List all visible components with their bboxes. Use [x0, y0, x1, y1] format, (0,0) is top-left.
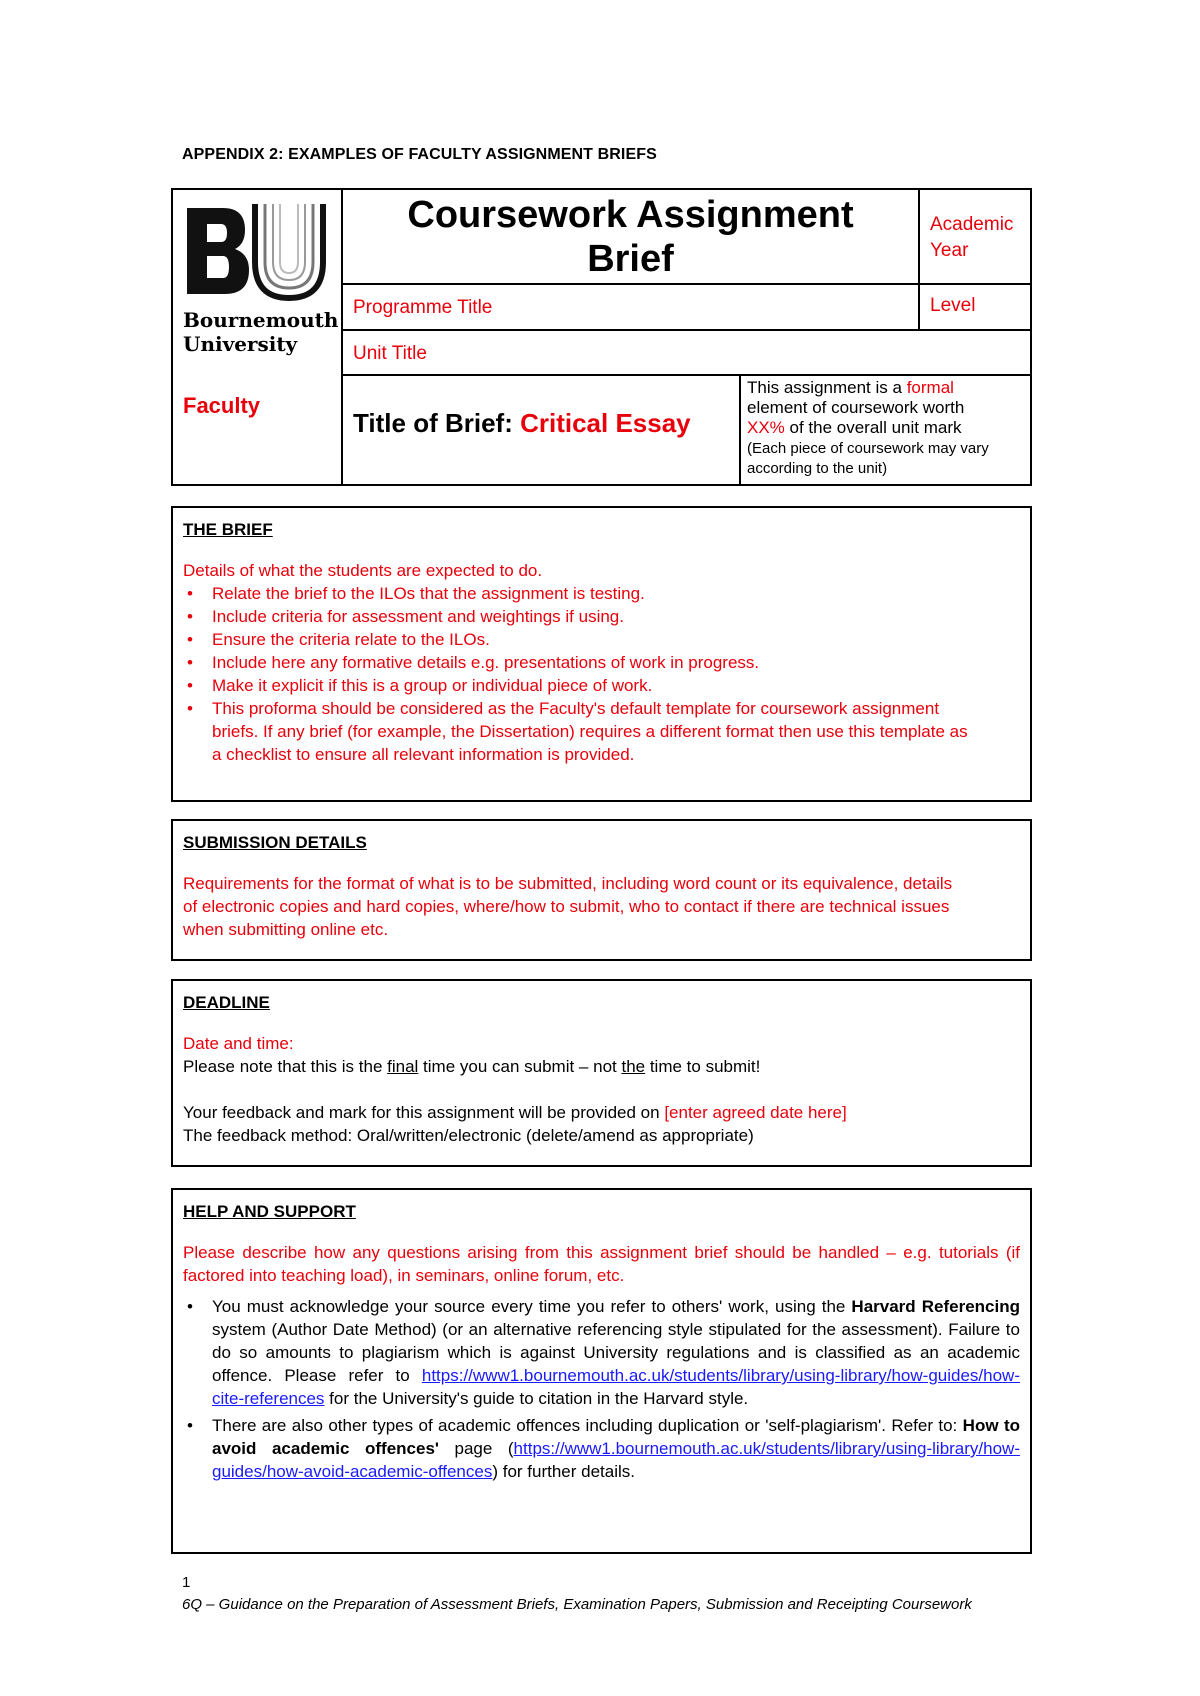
programme-title: Programme Title — [343, 285, 920, 331]
brief-section — [171, 506, 1032, 802]
level-label: Level — [920, 285, 1030, 331]
academic-year-line2: Year — [930, 240, 969, 261]
help-list — [183, 1295, 1020, 1483]
list-item: • Relate the brief to the ILOs that the assignment is testing. — [183, 582, 1020, 605]
brief-list — [183, 582, 1020, 766]
help-b1-c: for the University's guide to citation in the Harvard style. — [324, 1389, 749, 1408]
deadline-section — [171, 979, 1032, 1167]
feedback-line — [183, 1101, 1020, 1124]
logo-cell — [173, 190, 343, 484]
weighting-note — [741, 376, 1030, 484]
deadline-date-label: Date and time: — [183, 1034, 294, 1053]
help-b1-a: You must acknowledge your source every time you refer to others' work, using the — [212, 1297, 852, 1316]
help-b2-a: There are also other types of academic offences including duplication or 'self-plagiarism'. Refer to: — [212, 1416, 963, 1435]
title-of-brief — [343, 376, 741, 484]
feedback-method: The feedback method: Oral/written/electronic (delete/amend as appropriate) — [183, 1126, 754, 1145]
university-name — [183, 308, 338, 356]
cite-references-link[interactable]: https://www1.bournemouth.ac.uk/students/library/using-library/how-guides/how-cite-references — [212, 1366, 1020, 1408]
submission-heading: SUBMISSION DETAILS — [183, 833, 367, 852]
note-part2: element of coursework worth — [747, 398, 965, 417]
help-intro: Please describe how any questions arising from this assignment brief should be handled – e.g. tutorials (if factored into teaching load), in seminars, online forum, etc. — [183, 1243, 1020, 1285]
feedback-text: Your feedback and mark for this assignment will be provided on — [183, 1103, 665, 1122]
appendix-heading: APPENDIX 2: EXAMPLES OF FACULTY ASSIGNMENT BRIEFS — [182, 146, 657, 163]
title-line1: Coursework Assignment — [407, 193, 854, 236]
academic-year-cell — [920, 190, 1030, 285]
help-b2-bold: How to avoid academic offences' — [212, 1416, 1020, 1458]
faculty-label: Faculty — [183, 393, 261, 418]
title-line2: Brief — [587, 237, 674, 280]
note-percent: XX% — [747, 418, 785, 437]
list-item — [183, 1295, 1020, 1410]
deadline-note-the: the — [621, 1057, 646, 1076]
list-item: • Include here any formative details e.g. presentations of work in progress. — [183, 651, 1020, 674]
feedback-date: [enter agreed date here] — [664, 1103, 847, 1122]
help-b2-b: page ( — [438, 1439, 514, 1458]
deadline-note-c: time to submit! — [645, 1057, 761, 1076]
submission-text: Requirements for the format of what is to be submitted, including word count or its equivalence, details of electronic copies and hard copies, where/how to submit, who to contact if there are technical issues when submitting online etc. — [183, 874, 953, 939]
bu-logo — [183, 198, 333, 308]
help-b1-bold: Harvard Referencing — [851, 1297, 1020, 1316]
note-part3: of the overall unit mark — [784, 418, 962, 437]
header-table — [171, 188, 1032, 486]
help-heading: HELP AND SUPPORT — [183, 1202, 356, 1221]
unit-title: Unit Title — [343, 331, 1030, 376]
university-line1: Bournemouth — [183, 308, 339, 332]
document-title — [407, 193, 853, 281]
university-line2: University — [183, 332, 298, 356]
deadline-note-b: time you can submit – not — [418, 1057, 622, 1076]
note-small: (Each piece of coursework may vary according to the unit) — [747, 440, 989, 477]
list-item: • This proforma should be considered as the Faculty's default template for coursework assignment briefs. If any brief (for example, the Dissertation) requires a different format then use this template as a checklist to ensure all relevant information is provided. — [183, 697, 1020, 766]
help-b1-b: system (Author Date Method) (or an alternative referencing style stipulated for the assessment). Failure to do so amounts to plagiarism which is against University regulations and is classified as an academic offence. Please refer to — [212, 1320, 1020, 1385]
avoid-offences-link[interactable]: https://www1.bournemouth.ac.uk/students/library/using-library/how-guides/how-avoid-academic-offences — [212, 1439, 1020, 1481]
brief-intro: Details of what the students are expected to do. — [183, 561, 543, 580]
note-part1: This assignment is a — [747, 378, 907, 397]
submission-section — [171, 819, 1032, 961]
list-item: • Make it explicit if this is a group or individual piece of work. — [183, 674, 1020, 697]
help-section — [171, 1188, 1032, 1554]
help-b2-c: ) for further details. — [492, 1462, 636, 1481]
title-of-brief-label: Title of Brief: — [353, 408, 521, 438]
deadline-note — [183, 1055, 1020, 1078]
list-item: • Ensure the criteria relate to the ILOs. — [183, 628, 1020, 651]
deadline-heading: DEADLINE — [183, 993, 270, 1012]
deadline-note-final: final — [387, 1057, 419, 1076]
page-number: 1 — [182, 1574, 191, 1591]
title-of-brief-value: Critical Essay — [520, 408, 691, 438]
academic-year-line1: Academic — [930, 214, 1014, 235]
list-item — [183, 1414, 1020, 1483]
deadline-note-a: Please note that this is the — [183, 1057, 388, 1076]
footer-text: 6Q – Guidance on the Preparation of Assessment Briefs, Examination Papers, Submission and Receipting Coursework — [182, 1596, 972, 1613]
title-cell — [343, 190, 920, 285]
note-formal: formal — [906, 378, 954, 397]
list-item: • Include criteria for assessment and weightings if using. — [183, 605, 1020, 628]
brief-heading: THE BRIEF — [183, 520, 273, 539]
